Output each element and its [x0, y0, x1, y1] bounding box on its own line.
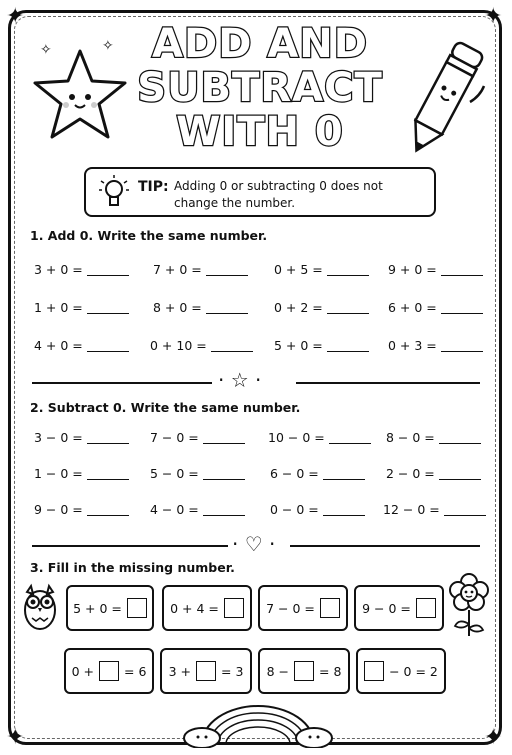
section-2-title: 2. Subtract 0. Write the same number. [30, 400, 301, 415]
section-3-title: 3. Fill in the missing number. [30, 560, 235, 575]
divider-line [290, 545, 480, 547]
missing-number-box[interactable] [294, 661, 314, 681]
equation-item: 2 − 0 = [386, 466, 481, 481]
answer-blank[interactable] [439, 442, 481, 444]
title-line: WITH 0 [176, 109, 344, 155]
equation-item: 8 + 0 = [153, 300, 248, 315]
fill-problem: 8 − = 8 [258, 648, 350, 694]
lightbulb-icon [96, 173, 132, 213]
equation-item: 0 + 5 = [274, 262, 369, 277]
answer-blank[interactable] [211, 350, 253, 352]
fill-problem: 7 − 0 = [258, 585, 348, 631]
corner-star-icon: ✦ [6, 4, 25, 29]
corner-star-icon: ✦ [6, 725, 25, 750]
missing-number-box[interactable] [320, 598, 340, 618]
equation-item: 0 + 3 = [388, 338, 483, 353]
answer-blank[interactable] [87, 274, 129, 276]
answer-blank[interactable] [87, 442, 129, 444]
missing-number-box[interactable] [416, 598, 436, 618]
answer-blank[interactable] [87, 312, 129, 314]
fill-problem: 5 + 0 = [66, 585, 154, 631]
missing-number-box[interactable] [99, 661, 119, 681]
equation-item: 6 − 0 = [270, 466, 365, 481]
owl-icon [20, 582, 60, 632]
equation-item: 4 − 0 = [150, 502, 245, 517]
missing-number-box[interactable] [127, 598, 147, 618]
equation-item: 7 + 0 = [153, 262, 248, 277]
answer-blank[interactable] [206, 312, 248, 314]
equation-item: 3 + 0 = [34, 262, 129, 277]
answer-blank[interactable] [203, 478, 245, 480]
page-title [120, 22, 400, 154]
answer-blank[interactable] [439, 478, 481, 480]
answer-blank[interactable] [329, 442, 371, 444]
equation-item: 9 + 0 = [388, 262, 483, 277]
equation-item: 3 − 0 = [34, 430, 129, 445]
tip-label: TIP: [138, 179, 169, 195]
section-1-title: 1. Add 0. Write the same number. [30, 228, 268, 243]
answer-blank[interactable] [203, 514, 245, 516]
sparkle-icon: ✧ [40, 42, 52, 58]
answer-blank[interactable] [327, 274, 369, 276]
fill-problem: 0 + = 6 [64, 648, 154, 694]
divider-line [296, 382, 480, 384]
equation-item: 0 + 10 = [150, 338, 253, 353]
answer-blank[interactable] [441, 350, 483, 352]
equation-item: 10 − 0 = [268, 430, 371, 445]
answer-blank[interactable] [327, 312, 369, 314]
answer-blank[interactable] [441, 312, 483, 314]
answer-blank[interactable] [444, 514, 486, 516]
answer-blank[interactable] [323, 478, 365, 480]
equation-item: 7 − 0 = [150, 430, 245, 445]
answer-blank[interactable] [206, 274, 248, 276]
equation-item: 5 + 0 = [274, 338, 369, 353]
answer-blank[interactable] [87, 350, 129, 352]
equation-item: 0 − 0 = [270, 502, 365, 517]
missing-number-box[interactable] [196, 661, 216, 681]
heart-icon: · ♡ · [232, 532, 276, 556]
answer-blank[interactable] [323, 514, 365, 516]
pencil-character-icon [400, 32, 492, 162]
answer-blank[interactable] [327, 350, 369, 352]
answer-blank[interactable] [87, 478, 129, 480]
fill-problem: − 0 = 2 [356, 648, 446, 694]
missing-number-box[interactable] [364, 661, 384, 681]
tip-box [84, 167, 436, 217]
divider-line [32, 545, 228, 547]
divider-line [32, 382, 212, 384]
equation-item: 12 − 0 = [383, 502, 486, 517]
rainbow-icon [178, 700, 338, 748]
flower-icon [446, 570, 492, 640]
corner-star-icon: ✦ [484, 4, 503, 29]
equation-item: 1 − 0 = [34, 466, 129, 481]
equation-item: 0 + 2 = [274, 300, 369, 315]
title-line: ADD AND [152, 21, 368, 67]
star-character-icon [28, 45, 132, 145]
small-star-icon: · ☆ · [218, 368, 262, 392]
fill-problem: 9 − 0 = [354, 585, 444, 631]
equation-item: 6 + 0 = [388, 300, 483, 315]
equation-item: 4 + 0 = [34, 338, 129, 353]
title-line: SUBTRACT [137, 65, 383, 111]
corner-star-icon: ✦ [484, 725, 503, 750]
missing-number-box[interactable] [224, 598, 244, 618]
fill-problem: 0 + 4 = [162, 585, 252, 631]
answer-blank[interactable] [441, 274, 483, 276]
equation-item: 8 − 0 = [386, 430, 481, 445]
equation-item: 5 − 0 = [150, 466, 245, 481]
fill-problem: 3 + = 3 [160, 648, 252, 694]
answer-blank[interactable] [203, 442, 245, 444]
equation-item: 1 + 0 = [34, 300, 129, 315]
tip-text: Adding 0 or subtracting 0 does not change the number. [174, 179, 383, 210]
equation-item: 9 − 0 = [34, 502, 129, 517]
answer-blank[interactable] [87, 514, 129, 516]
sparkle-icon: ✧ [102, 38, 114, 54]
